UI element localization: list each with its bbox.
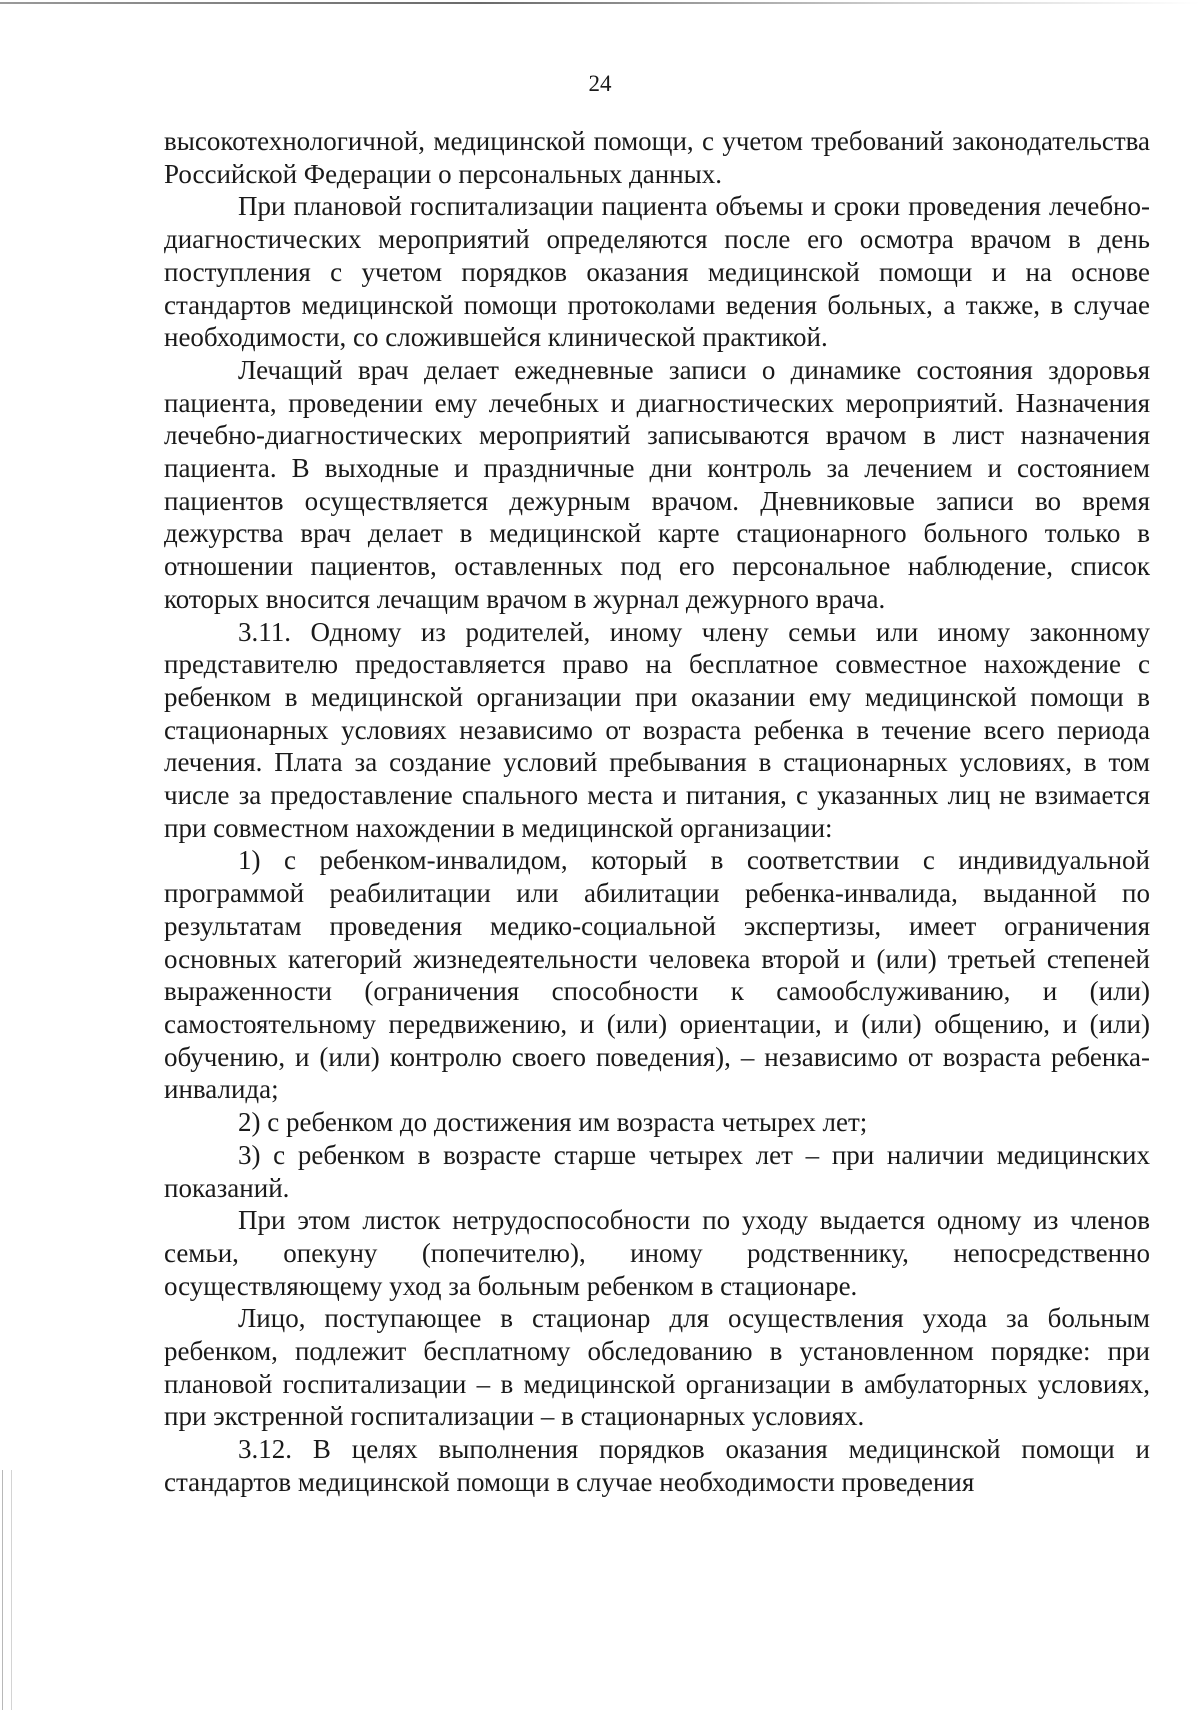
- page-number: 24: [588, 71, 612, 96]
- paragraph: При этом листок нетрудоспособности по уходу выдается одному из членов семьи, опекуну (попечителю), иному родственнику, непосредственно осуществляющему уход за больным ребенком в стационаре.: [164, 1205, 1150, 1301]
- scan-top-edge: [0, 2, 1200, 4]
- document-body: [164, 125, 1150, 1499]
- paragraph: Лицо, поступающее в стационар для осуществления ухода за больным ребенком, подлежит бесплатному обследованию в установленном порядке: при плановой госпитализации – в медицинской организации в амбулаторных условиях, при экстренной госпитализации – в стационарных условиях.: [164, 1303, 1150, 1432]
- list-item-3: 3) с ребенком в возрасте старше четырех лет – при наличии медицинских показаний.: [164, 1139, 1150, 1203]
- list-item-1: 1) с ребенком-инвалидом, который в соответствии с индивидуальной программой реабилитации или абилитации ребенка-инвалида, выданной по результатам проведения медико-социальной экспертизы, имеет ограничения основных категорий жизнедеятельности человека второй и (или) третьей степеней выраженности (ограничения способности к самообслуживанию, и (или) самостоятельному передвижению, и (или) ориентации, и (или) общению, и (или) обучению, и (или) контролю своего поведения), – независимо от возраста ребенка-инвалида;: [164, 845, 1150, 1105]
- paragraph-section-3-11: 3.11. Одному из родителей, иному члену семьи или иному законному представителю предоставляется право на бесплатное совместное нахождение с ребенком в медицинской организации при оказании ему медицинской помощи в стационарных условиях независимо от возраста ребенка в течение всего периода лечения. Плата за создание условий пребывания в стационарных условиях, в том числе за предоставление спального места и питания, с указанных лиц не взимается при совместном нахождении в медицинской организации:: [164, 616, 1150, 843]
- scan-binding-marks: [2, 1470, 12, 1710]
- paragraph: При плановой госпитализации пациента объемы и сроки проведения лечебно-диагностических мероприятий определяются после его осмотра врачом в день поступления с учетом порядков оказания медицинской помощи и на основе стандартов медицинской помощи протоколами ведения больных, а также, в случае необходимости, со сложившейся клинической практикой.: [164, 191, 1150, 353]
- paragraph: Лечащий врач делает ежедневные записи о динамике состояния здоровья пациента, проведении ему лечебных и диагностических мероприятий. Назначения лечебно-диагностических мероприятий записываются врачом в лист назначения пациента. В выходные и праздничные дни контроль за лечением и состоянием пациентов осуществляется дежурным врачом. Дневниковые записи во время дежурства врач делает в медицинской карте стационарного больного только в отношении пациентов, оставленных под его персональное наблюдение, список которых вносится лечащим врачом в журнал дежурного врача.: [164, 354, 1150, 614]
- paragraph-section-3-12: 3.12. В целях выполнения порядков оказания медицинской помощи и стандартов медицинской помощи в случае необходимости проведения: [164, 1434, 1150, 1497]
- paragraph: высокотехнологичной, медицинской помощи, с учетом требований законодательства Российской Федерации о персональных данных.: [164, 126, 1150, 189]
- list-item-2: 2) с ребенком до достижения им возраста четырех лет;: [238, 1107, 868, 1138]
